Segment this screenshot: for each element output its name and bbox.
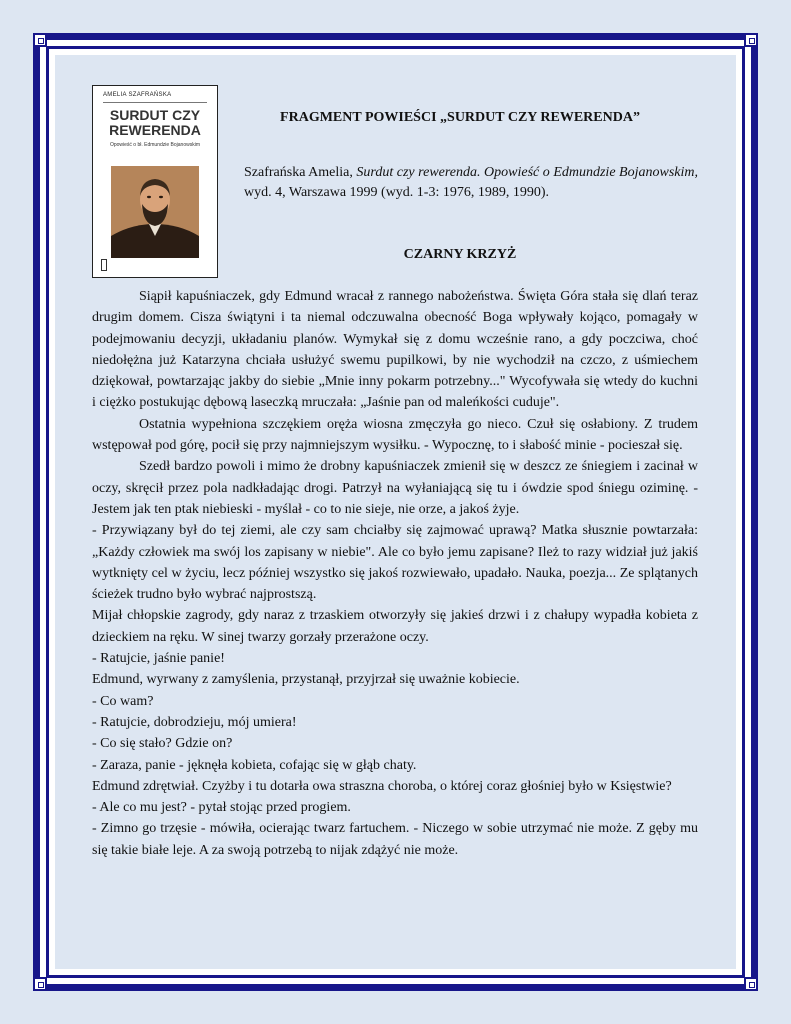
dialogue-line: - Zimno go trzęsie - mówiła, ocierając twarz fartuchem. - Niczego w sobie utrzymać nie może. Z gęby mu się takie białe leje. A za swoją potrzebą to nijak zdążyć nie może. <box>92 821 698 858</box>
dialogue-line: - Ale co mu jest? - pytał stojąc przed progiem. <box>92 800 351 816</box>
paragraph: Szedł bardzo powoli i mimo że drobny kapuśniaczek zmienił się w deszcz ze śniegiem i zacinał w oczy, skręcił przez pola nadkładając drogi. Patrzył na wyłaniającą się tu i ówdzie spod śniegu oziminę. - Jestem jak ten ptak niebieski - myślał - co to nie sieje, nie orze, a jakoś żyje. <box>92 459 698 517</box>
paragraph: - Przywiązany był do tej ziemi, ale czy sam chciałby się zajmować uprawą? Matka słusznie powtarzała: „Każdy człowiek ma swój los zapisany w niebie". Ale co było jemu zapisane? Ileż to razy widział już jakiś wytknięty cel w życiu, lecz później wszystko się jakoś rozwiewało, upadało. Nauka, poezja... Ze splątanych ścieżek trudno było wybrać najprostszą. <box>92 523 698 603</box>
page-title: FRAGMENT POWIEŚCI „SURDUT CZY REWERENDA” <box>280 110 640 125</box>
cover-subtitle: Opowieść o bł. Edmundzie Bojanowskim <box>109 142 201 148</box>
paragraph: Edmund zdrętwiał. Czyżby i tu dotarła owa straszna choroba, o której coraz głośniej było w Księstwie? <box>92 778 672 794</box>
cover-author: AMELIA SZAFRAŃSKA <box>103 92 172 98</box>
paragraph: Edmund, wyrwany z zamyślenia, przystanął, przyjrzał się uważnie kobiecie. <box>92 672 520 688</box>
paragraph: Ostatnia wypełniona szczękiem oręża wiosna zmęczyła go nieco. Czuł się osłabiony. Z trudem wstępował pod górę, pocił się przy najmniejszym wysiłku. - Wypocznę, to i słabość minie - pocieszał się. <box>92 416 698 454</box>
paragraph: Siąpił kapuśniaczek, gdy Edmund wracał z rannego nabożeństwa. Święta Góra stała się dlań teraz drugim domem. Cisza świątyni i ta niemal odczuwalna obecność Boga wpływały kojąco, pomagały w podejmowaniu decyzji, układaniu planów. Wymykał się z domu wcześnie rano, a gdy poczciwa, choć niedołężna już Katarzyna chciała usłużyć swemu pupilkowi, by nie wychodził na czczo, z uśmiechem dziękował, powtarzając jakby do siebie „Mnie inny pokarm potrzebny..." Wycofywała się wtedy do kuchni i ciężko postukując dębową laseczką mruczała: „Jaśnie pan od maleńkości cuduje". <box>92 289 698 411</box>
dialogue-line: - Ratujcie, jaśnie panie! <box>92 651 225 667</box>
dialogue-line: - Co wam? <box>92 693 154 709</box>
corner-ornament-top-left <box>33 33 47 47</box>
book-cover-image <box>92 85 218 278</box>
corner-ornament-bottom-left <box>33 977 47 991</box>
corner-ornament-bottom-right <box>744 977 758 991</box>
cover-title: SURDUT CZY REWERENDA <box>109 107 201 138</box>
portrait-image <box>111 166 199 258</box>
corner-ornament-top-right <box>744 33 758 47</box>
story-text <box>92 286 698 861</box>
dialogue-line: - Ratujcie, dobrodzieju, mój umiera! <box>92 714 297 730</box>
publisher-logo-icon <box>101 259 107 271</box>
dialogue-line: - Zaraza, panie - jęknęła kobieta, cofając się w głąb chaty. <box>92 757 417 773</box>
dialogue-line: - Co się stało? Gdzie on? <box>92 736 233 752</box>
bibliographic-citation: Szafrańska Amelia, Surdut czy rewerenda. Opowieść o Edmundzie Bojanowskim, wyd. 4, Warszawa 1999 (wyd. 1-3: 1976, 1989, 1990). <box>244 165 698 200</box>
paragraph: Mijał chłopskie zagrody, gdy naraz z trzaskiem otworzyły się jakieś drzwi i z chałupy wypadła kobieta z dzieckiem na ręku. W sinej twarzy gorzały przerażone oczy. <box>92 608 698 645</box>
chapter-title: CZARNY KRZYŻ <box>403 247 517 262</box>
